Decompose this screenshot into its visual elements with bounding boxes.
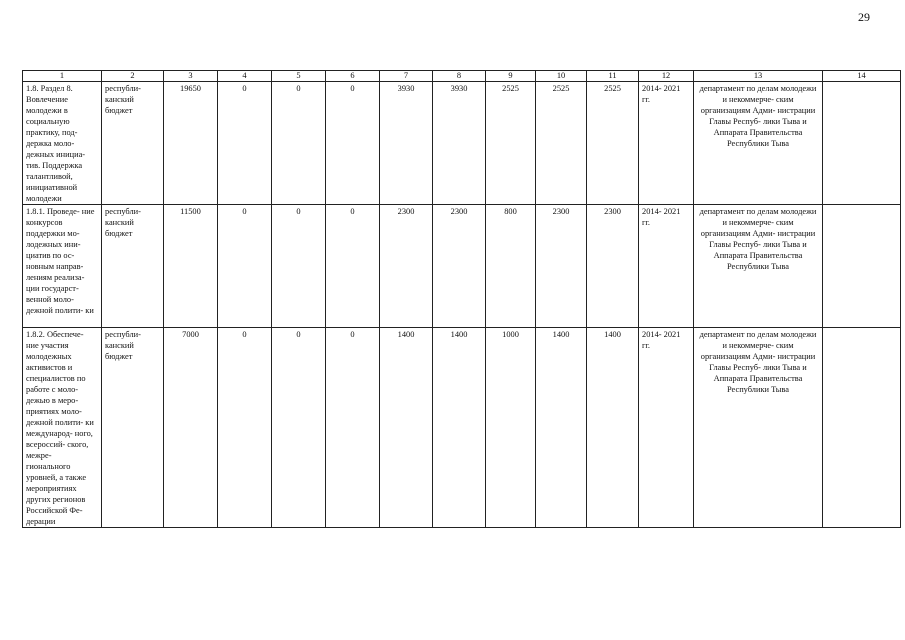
year-value: 2300 bbox=[433, 205, 486, 328]
column-header: 11 bbox=[587, 71, 639, 82]
column-header: 3 bbox=[164, 71, 218, 82]
year-value: 3930 bbox=[380, 82, 433, 205]
column-header: 12 bbox=[639, 71, 694, 82]
total-amount: 7000 bbox=[164, 328, 218, 528]
year-value: 2525 bbox=[486, 82, 536, 205]
total-amount: 11500 bbox=[164, 205, 218, 328]
column-header: 9 bbox=[486, 71, 536, 82]
result bbox=[823, 205, 901, 328]
page-number: 29 bbox=[858, 10, 870, 24]
column-header: 4 bbox=[218, 71, 272, 82]
funding-source: республи- канский бюджет bbox=[102, 82, 164, 205]
result bbox=[823, 82, 901, 205]
year-value: 0 bbox=[218, 205, 272, 328]
column-header: 5 bbox=[272, 71, 326, 82]
year-value: 2525 bbox=[587, 82, 639, 205]
year-value: 0 bbox=[326, 328, 380, 528]
year-value: 0 bbox=[326, 82, 380, 205]
executor: департамент по делам молодежи и некоммерче- ским организациям Адми- нистрации Главы Респуб- лики Тыва и Аппарата Правительства Республики Тыва bbox=[694, 205, 823, 328]
year-value: 1400 bbox=[536, 328, 587, 528]
year-value: 2300 bbox=[587, 205, 639, 328]
total-amount: 19650 bbox=[164, 82, 218, 205]
measure-name: 1.8. Раздел 8. Вовлечение молодежи в социальную практику, под- держка моло- дежных инициа- тив. Поддержка талантливой, инициативной молодежи bbox=[23, 82, 102, 205]
column-header: 7 bbox=[380, 71, 433, 82]
year-value: 0 bbox=[326, 205, 380, 328]
year-value: 0 bbox=[218, 328, 272, 528]
funding-source: республи- канский бюджет bbox=[102, 328, 164, 528]
executor: департамент по делам молодежи и некоммерче- ским организациям Адми- нистрации Главы Респуб- лики Тыва и Аппарата Правительства Республики Тыва bbox=[694, 328, 823, 528]
column-header: 10 bbox=[536, 71, 587, 82]
period: 2014- 2021 гг. bbox=[639, 82, 694, 205]
year-value: 3930 bbox=[433, 82, 486, 205]
period: 2014- 2021 гг. bbox=[639, 205, 694, 328]
column-header: 13 bbox=[694, 71, 823, 82]
table-row bbox=[23, 82, 901, 205]
year-value: 0 bbox=[218, 82, 272, 205]
column-header: 8 bbox=[433, 71, 486, 82]
funding-source: республи- канский бюджет bbox=[102, 205, 164, 328]
table-row bbox=[23, 328, 901, 528]
executor: департамент по делам молодежи и некоммерче- ским организациям Адми- нистрации Главы Респуб- лики Тыва и Аппарата Правительства Республики Тыва bbox=[694, 82, 823, 205]
year-value: 0 bbox=[272, 82, 326, 205]
table-row bbox=[23, 205, 901, 328]
year-value: 800 bbox=[486, 205, 536, 328]
year-value: 0 bbox=[272, 328, 326, 528]
year-value: 1400 bbox=[587, 328, 639, 528]
year-value: 2300 bbox=[380, 205, 433, 328]
measure-name: 1.8.2. Обеспече- ние участия молодежных активистов и специалистов по работе с моло- дежью в меро- приятиях моло- дежной полити- ки международ- ного, всероссий- ского, межре- гионального уровней, а также мероприятиях других регионов Российской Фе- дерации bbox=[23, 328, 102, 528]
year-value: 0 bbox=[272, 205, 326, 328]
header-row bbox=[23, 71, 901, 82]
result bbox=[823, 328, 901, 528]
year-value: 2525 bbox=[536, 82, 587, 205]
measure-name: 1.8.1. Проведе- ние конкурсов поддержки мо- лодежных ини- циатив по ос- новным направ- лениям реализа- ции государст- венной моло- дежной полити- ки bbox=[23, 205, 102, 328]
column-header: 6 bbox=[326, 71, 380, 82]
column-header: 1 bbox=[23, 71, 102, 82]
period: 2014- 2021 гг. bbox=[639, 328, 694, 528]
column-header: 14 bbox=[823, 71, 901, 82]
column-header: 2 bbox=[102, 71, 164, 82]
program-table bbox=[22, 70, 901, 528]
year-value: 2300 bbox=[536, 205, 587, 328]
year-value: 1400 bbox=[433, 328, 486, 528]
year-value: 1000 bbox=[486, 328, 536, 528]
year-value: 1400 bbox=[380, 328, 433, 528]
